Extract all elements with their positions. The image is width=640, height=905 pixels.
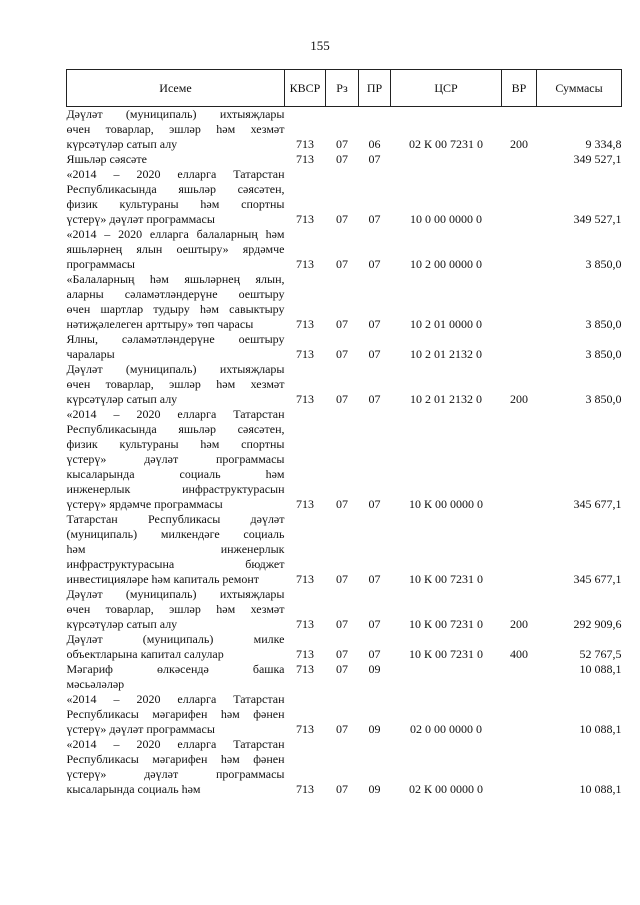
row-kvsr: 713 xyxy=(296,257,314,271)
row-pr: 07 xyxy=(368,347,381,361)
header-vr: ВР xyxy=(502,70,537,107)
table-row xyxy=(67,662,622,692)
row-name-line: «Балаларның һәм яшьләрнең ялын, xyxy=(66,272,285,286)
row-name-line: үстерү» дәүләт программасы xyxy=(66,722,215,736)
row-name-line: өчен товарлар, эшләр һәм хезмәт xyxy=(66,122,285,136)
row-sum: 9 334,8 xyxy=(585,137,622,151)
row-sum: 10 088,1 xyxy=(579,662,622,676)
row-name-line: аларны сәламәтләндерүне оештыру xyxy=(66,287,285,301)
row-name-line: Дәүләт (муниципаль) милке xyxy=(66,632,285,646)
row-name-line: Дәүләт (муниципаль) ихтыяҗлары xyxy=(66,107,285,121)
row-pr: 09 xyxy=(368,662,381,676)
row-name xyxy=(67,737,285,797)
row-pr: 07 xyxy=(368,317,381,331)
table-row xyxy=(67,152,622,167)
row-pr: 06 xyxy=(368,137,381,151)
row-csr: 02 К 00 7231 0 xyxy=(408,137,483,151)
table-header xyxy=(67,70,622,107)
row-kvsr: 713 xyxy=(296,782,314,796)
row-name xyxy=(67,692,285,737)
row-csr: 10 2 00 0000 0 xyxy=(410,257,482,271)
row-csr: 10 0 00 0000 0 xyxy=(410,212,482,226)
row-name-line: нәтиҗәлелеген арттыру» төп чарасы xyxy=(66,317,254,331)
row-rz: 07 xyxy=(336,317,348,331)
row-sum: 52 767,5 xyxy=(579,647,622,661)
row-pr: 07 xyxy=(368,257,381,271)
row-name-line: үстерү» ярдәмче программасы xyxy=(66,497,223,511)
header-kvsr: КВСР xyxy=(285,70,326,107)
row-rz: 07 xyxy=(336,782,348,796)
row-rz: 07 xyxy=(336,347,348,361)
row-sum: 3 850,0 xyxy=(585,317,622,331)
row-vr xyxy=(502,512,537,587)
row-name xyxy=(67,227,285,272)
row-kvsr: 713 xyxy=(296,572,314,586)
row-pr: 07 xyxy=(368,392,381,406)
row-csr xyxy=(391,152,502,167)
row-name-line: үстерү» дәүләт программасы xyxy=(66,452,285,466)
row-sum: 292 909,6 xyxy=(573,617,622,631)
row-name-line: өчен шартлар тудыру һәм савыктыру xyxy=(66,302,285,316)
row-name-line: күрсәтүләр сатып алу xyxy=(66,392,178,406)
header-sum: Суммасы xyxy=(537,70,622,107)
row-vr xyxy=(502,152,537,167)
row-name-line: күрсәтүләр сатып алу xyxy=(66,617,178,631)
row-name xyxy=(67,632,285,662)
header-pr: ПР xyxy=(359,70,391,107)
row-kvsr: 713 xyxy=(296,212,314,226)
budget-table xyxy=(66,69,622,797)
row-csr: 10 К 00 7231 0 xyxy=(408,647,483,661)
row-name-line: «2014 – 2020 елларга Татарстан xyxy=(66,407,285,421)
table-row xyxy=(67,272,622,332)
row-vr: 200 xyxy=(510,617,528,631)
row-sum: 349 527,1 xyxy=(573,152,622,166)
row-name-line: мәсьәләләр xyxy=(66,677,125,691)
row-sum: 3 850,0 xyxy=(585,257,622,271)
table-row xyxy=(67,512,622,587)
table-row xyxy=(67,227,622,272)
row-name xyxy=(67,332,285,362)
row-sum: 3 850,0 xyxy=(585,392,622,406)
table-row xyxy=(67,332,622,362)
row-csr: 10 2 01 0000 0 xyxy=(410,317,482,331)
row-name-line: физик культураны һәм спортны xyxy=(66,437,285,451)
row-name-line: инвестицияләре һәм капиталь ремонт xyxy=(66,572,260,586)
row-pr: 07 xyxy=(368,497,381,511)
row-name-line: «2014 – 2020 елларга Татарстан xyxy=(66,167,285,181)
header-name: Исеме xyxy=(67,70,285,107)
row-kvsr: 713 xyxy=(296,662,314,676)
row-name-line: Дәүләт (муниципаль) ихтыяҗлары xyxy=(66,587,285,601)
row-kvsr: 713 xyxy=(296,152,314,166)
row-rz: 07 xyxy=(336,647,348,661)
row-name xyxy=(67,107,285,153)
row-name-line: Татарстан Республикасы дәүләт xyxy=(66,512,285,526)
row-name-line: күрсәтүләр сатып алу xyxy=(66,137,178,151)
row-name-line: «2014 – 2020 елларга Татарстан xyxy=(66,692,285,706)
table-row xyxy=(67,632,622,662)
table-row xyxy=(67,107,622,153)
row-name-line: Республикасы мәгарифен һәм фәнен xyxy=(66,707,285,721)
header-rz: Рз xyxy=(326,70,359,107)
row-csr: 10 К 00 7231 0 xyxy=(408,617,483,631)
row-name-line: өчен товарлар, эшләр һәм хезмәт xyxy=(66,602,285,616)
row-name-line: Республикасында яшьләр сәясәтен, xyxy=(66,422,285,436)
row-name-line: инфраструктурасына бюджет xyxy=(66,557,285,571)
row-vr xyxy=(502,662,537,692)
row-name xyxy=(67,407,285,512)
row-csr: 02 К 00 0000 0 xyxy=(408,782,483,796)
row-sum: 3 850,0 xyxy=(585,347,622,361)
row-name-line: Дәүләт (муниципаль) ихтыяҗлары xyxy=(66,362,285,376)
row-pr: 07 xyxy=(368,212,381,226)
row-pr: 09 xyxy=(368,722,381,736)
row-name-line: инженерлык инфраструктурасын xyxy=(66,482,285,496)
table-row xyxy=(67,407,622,512)
row-name-line: (муниципаль) милкендәге социаль xyxy=(66,527,285,541)
table-row xyxy=(67,737,622,797)
row-name-line: үстерү» дәүләт программасы xyxy=(66,767,285,781)
row-csr: 02 0 00 0000 0 xyxy=(410,722,482,736)
row-name-line: үстерү» дәүләт программасы xyxy=(66,212,215,226)
row-name-line: Республикасы мәгарифен һәм фәнен xyxy=(66,752,285,766)
row-kvsr: 713 xyxy=(296,722,314,736)
page-number: 155 xyxy=(310,38,330,53)
row-kvsr: 713 xyxy=(296,137,314,151)
row-sum: 345 677,1 xyxy=(573,497,622,511)
row-kvsr: 713 xyxy=(296,392,314,406)
row-name xyxy=(67,587,285,632)
row-vr: 200 xyxy=(510,137,528,151)
table-row xyxy=(67,362,622,407)
row-kvsr: 713 xyxy=(296,647,314,661)
row-name-line: объектларына капитал салулар xyxy=(66,647,224,661)
row-sum: 349 527,1 xyxy=(573,212,622,226)
row-name-line: һәм инженерлык xyxy=(66,542,285,556)
row-kvsr: 713 xyxy=(296,317,314,331)
row-vr xyxy=(502,737,537,797)
table-row xyxy=(67,587,622,632)
row-pr: 09 xyxy=(368,782,381,796)
row-rz: 07 xyxy=(336,152,348,166)
row-vr xyxy=(502,407,537,512)
row-rz: 07 xyxy=(336,722,348,736)
row-vr: 200 xyxy=(510,392,528,406)
row-name xyxy=(67,152,285,167)
row-pr: 07 xyxy=(368,647,381,661)
table-body xyxy=(67,107,622,798)
row-csr xyxy=(391,662,502,692)
row-name-line: программасы xyxy=(66,257,135,271)
row-sum: 345 677,1 xyxy=(573,572,622,586)
row-rz: 07 xyxy=(336,662,348,676)
row-rz: 07 xyxy=(336,257,348,271)
row-rz: 07 xyxy=(336,572,348,586)
row-kvsr: 713 xyxy=(296,617,314,631)
row-name-line: яшьләрнең ялын оештыру» ярдәмче xyxy=(66,242,285,256)
row-rz: 07 xyxy=(336,497,348,511)
row-name-line: Ялны, сәламәтләндерүне оештыру xyxy=(66,332,285,346)
row-name xyxy=(67,662,285,692)
row-sum: 10 088,1 xyxy=(579,782,622,796)
row-csr: 10 К 00 7231 0 xyxy=(408,572,483,586)
row-name-line: чаралары xyxy=(66,347,115,361)
table-row xyxy=(67,167,622,227)
row-csr: 10 К 00 0000 0 xyxy=(408,497,483,511)
row-vr xyxy=(502,692,537,737)
row-vr xyxy=(502,272,537,332)
row-name xyxy=(67,272,285,332)
row-name-line: кысаларында социаль һәм xyxy=(66,782,201,796)
row-name-line: физик культураны һәм спортны xyxy=(66,197,285,211)
row-name-line: «2014 – 2020 елларга балаларның һәм xyxy=(66,227,285,241)
row-kvsr: 713 xyxy=(296,347,314,361)
row-name-line: Яшьләр сәясәте xyxy=(66,152,147,166)
row-name-line: Республикасында яшьләр сәясәтен, xyxy=(66,182,285,196)
row-rz: 07 xyxy=(336,392,348,406)
row-name xyxy=(67,167,285,227)
row-name xyxy=(67,362,285,407)
row-vr: 400 xyxy=(510,647,528,661)
row-name-line: кысаларында социаль һәм xyxy=(66,467,285,481)
row-csr: 10 2 01 2132 0 xyxy=(410,347,482,361)
row-pr: 07 xyxy=(368,572,381,586)
row-pr: 07 xyxy=(368,617,381,631)
row-pr: 07 xyxy=(368,152,381,166)
row-rz: 07 xyxy=(336,617,348,631)
row-rz: 07 xyxy=(336,212,348,226)
row-csr: 10 2 01 2132 0 xyxy=(410,392,482,406)
row-sum: 10 088,1 xyxy=(579,722,622,736)
row-name-line: «2014 – 2020 елларга Татарстан xyxy=(66,737,285,751)
row-vr xyxy=(502,227,537,272)
row-name-line: өчен товарлар, эшләр һәм хезмәт xyxy=(66,377,285,391)
row-vr xyxy=(502,167,537,227)
row-vr xyxy=(502,332,537,362)
header-csr: ЦСР xyxy=(391,70,502,107)
row-name-line: Мәгариф өлкәсендә башка xyxy=(66,662,285,676)
row-name xyxy=(67,512,285,587)
table-row xyxy=(67,692,622,737)
row-kvsr: 713 xyxy=(296,497,314,511)
row-rz: 07 xyxy=(336,137,348,151)
